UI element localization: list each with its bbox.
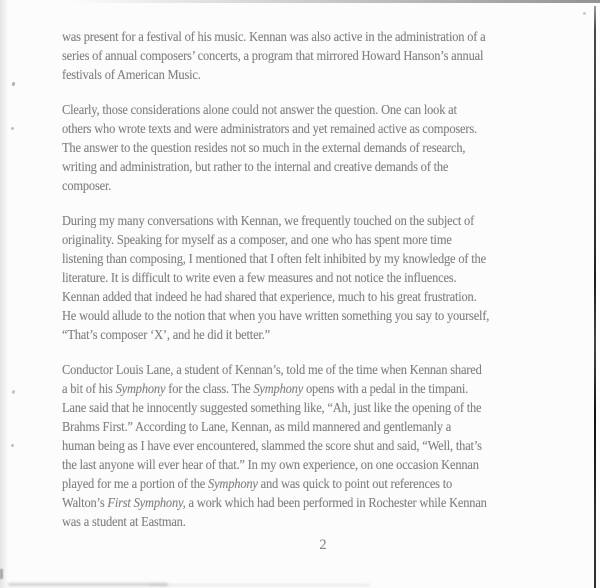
text-line: During my many conversations with Kennan, we frequently touched on the subject of [62, 213, 475, 228]
scan-speck [11, 82, 15, 87]
text-line: literature. It is difficult to write even a few measures and not notice the influences. [62, 270, 457, 285]
text-line: was present for a festival of his music. Kennan was also active in the administration of a [62, 29, 486, 44]
text-line: the last anyone will ever hear of that.” In my own experience, on one occasion Kennan [62, 457, 479, 472]
text-line: Conductor Louis Lane, a student of Kennan’s, told me of the time when Kennan shared [62, 362, 482, 377]
scan-speck [11, 127, 15, 131]
text-line: Clearly, those considerations alone could not answer the question. One can look at [62, 102, 457, 117]
scan-smudge-bottom [8, 583, 168, 586]
scan-speck [583, 12, 587, 16]
paragraph [62, 211, 532, 344]
text-line: Lane said that he innocently suggested something like, “Ah, just like the opening of the [62, 400, 482, 415]
text-line: Kennan added that indeed he had shared that experience, much to his great frustration. [62, 289, 477, 304]
paragraph [62, 100, 532, 195]
text-line: originality. Speaking for myself as a composer, and one who has spent more time [62, 232, 452, 247]
text-line: a bit of his Symphony for the class. The Symphony opens with a pedal in the timpani. [62, 381, 469, 396]
text-line: human being as I have ever encountered, slammed the score shut and said, “Well, that’s [62, 438, 482, 453]
text-line: The answer to the question resides not so much in the external demands of research, [62, 140, 466, 155]
scan-smudge-bottom-faint [150, 584, 370, 586]
paragraph [62, 360, 532, 531]
scan-edge-left-shadow [0, 0, 8, 588]
text-line: composer. [62, 178, 112, 193]
text-line: Brahms First.” According to Lane, Kennan, as mild mannered and gentlemanly a [62, 419, 452, 434]
scan-speck [11, 390, 15, 395]
scan-edge-right-line [594, 6, 596, 588]
text-line: festivals of American Music. [62, 67, 201, 82]
text-line: Walton’s First Symphony, a work which had been performed in Rochester while Kennan [62, 495, 487, 510]
text-line: others who wrote texts and were administrators and yet remained active as composers. [62, 121, 477, 136]
text-line: series of annual composers’ concerts, a program that mirrored Howard Hanson’s annual [62, 48, 484, 63]
text-line: writing and administration, but rather to the internal and creative demands of the [62, 159, 449, 174]
page-number: 2 [319, 537, 327, 553]
text-line: “That’s composer ‘X’, and he did it better.” [62, 327, 270, 342]
scan-corner-mark [0, 569, 3, 579]
scan-speck [11, 444, 15, 448]
text-line: played for me a portion of the Symphony and was quick to point out references to [62, 476, 453, 491]
page-body [62, 27, 567, 547]
text-line: listening than composing, I mentioned that I often felt inhibited by my knowledge of the [62, 251, 486, 266]
text-line: was a student at Eastman. [62, 514, 186, 529]
text-line: He would allude to the notion that when you have written something you say to yourself, [62, 308, 490, 323]
scan-edge-top-shadow [70, 0, 600, 3]
paragraph [62, 27, 532, 84]
